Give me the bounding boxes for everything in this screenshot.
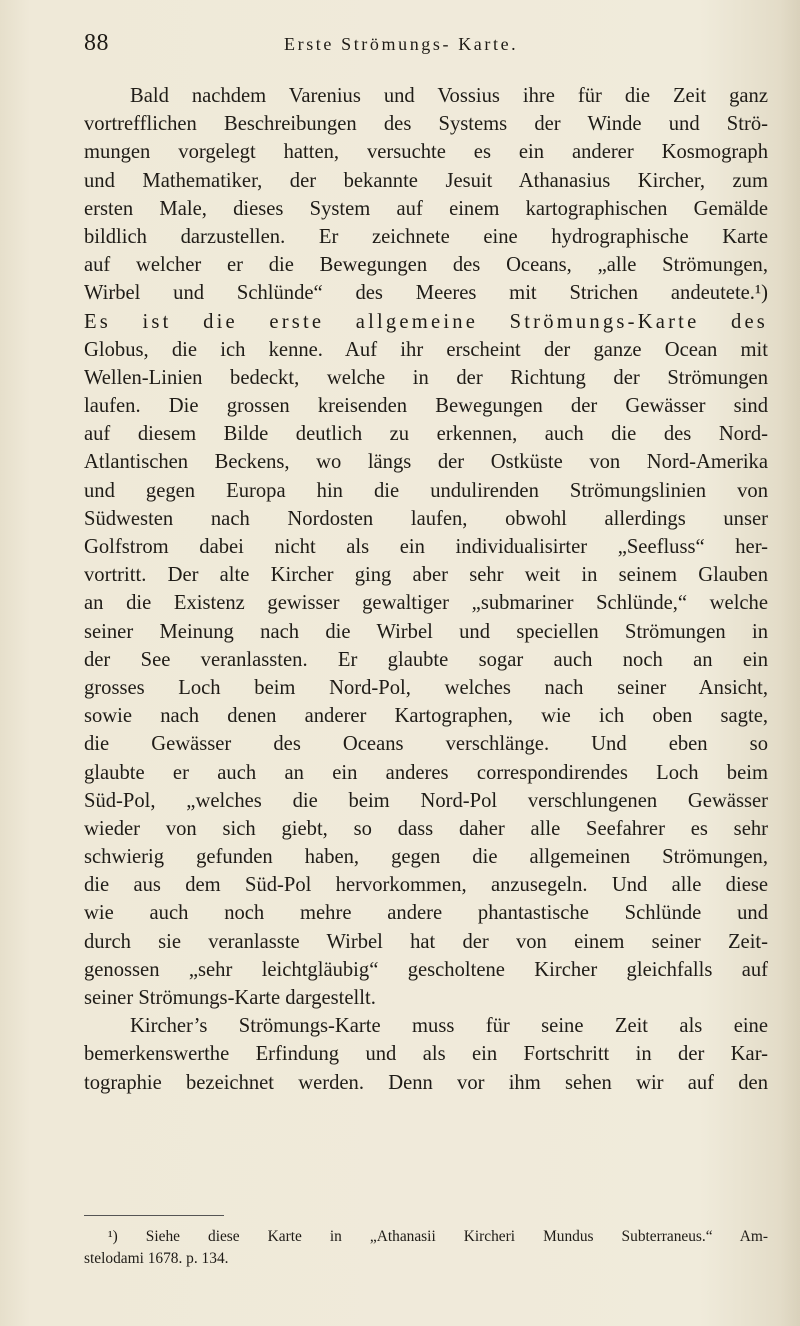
paragraph-1 (84, 82, 768, 1012)
footnote-line: ¹) Siehe diese Karte in „Athanasii Kircheri Mundus Subterraneus.“ Am- (108, 1228, 768, 1245)
text-line: vortrefflichen Beschreibungen des Systems der Winde und Strö- (84, 113, 768, 136)
text-line: Globus, die ich kenne. Auf ihr erscheint der ganze Ocean mit (84, 338, 768, 361)
text-line: mungen vorgelegt hatten, versuchte es ein anderer Kosmograph (84, 141, 768, 164)
text-line: Süd-Pol, „welches die beim Nord-Pol verschlungenen Gewässer (84, 789, 768, 812)
page-header (84, 30, 764, 64)
text-line: schwierig gefunden haben, gegen die allgemeinen Strömungen, (84, 846, 768, 869)
footnote-line: stelodami 1678. p. 134. (84, 1250, 229, 1267)
text-line: tographie bezeichnet werden. Denn vor ihm sehen wir auf den (84, 1071, 768, 1094)
text-line: Wellen-Linien bedeckt, welche in der Richtung der Strömungen (84, 366, 768, 389)
text-line: laufen. Die grossen kreisenden Bewegungen der Gewässer sind (84, 395, 768, 418)
footnotes (84, 1226, 768, 1270)
text-line: ersten Male, dieses System auf einem kartographischen Gemälde (84, 197, 768, 220)
text-line: Kircher’s Strömungs-Karte muss für seine Zeit als eine (130, 1015, 768, 1038)
text-line: bemerkenswerthe Erfindung und als ein Fortschritt in der Kar- (84, 1043, 768, 1066)
text-line: bildlich darzustellen. Er zeichnete eine hydrographische Karte (84, 225, 768, 248)
text-line: Wirbel und Schlünde“ des Meeres mit Strichen andeutete.¹) (84, 282, 768, 305)
text-line: die Gewässer des Oceans verschlänge. Und eben so (84, 733, 768, 756)
text-line: Golfstrom dabei nicht als ein individualisirter „Seefluss“ her- (84, 536, 768, 558)
text-line: seiner Meinung nach die Wirbel und speciellen Strömungen in (84, 620, 768, 643)
text-line: durch sie veranlasste Wirbel hat der von einem seiner Zeit- (84, 930, 768, 953)
page-number: 88 (84, 30, 109, 56)
text-line: Bald nachdem Varenius und Vossius ihre für die Zeit ganz (130, 85, 768, 107)
text-line: wieder von sich giebt, so dass daher alle Seefahrer es sehr (84, 817, 768, 840)
text-line: Südwesten nach Nordosten laufen, obwohl allerdings unser (84, 507, 768, 530)
text-line: und Mathematiker, der bekannte Jesuit Athanasius Kircher, zum (84, 169, 768, 192)
text-line: auf diesem Bilde deutlich zu erkennen, auch die des Nord- (84, 423, 768, 446)
text-line: wie auch noch mehre andere phantastische Schlünde und (84, 902, 768, 925)
text-line: seiner Strömungs-Karte dargestellt. (84, 987, 376, 1009)
text-line: und gegen Europa hin die undulirenden Strömungslinien von (84, 479, 768, 502)
body-text (84, 82, 768, 1097)
text-line: der See veranlassten. Er glaubte sogar auch noch an ein (84, 648, 768, 671)
text-line: auf welcher er die Bewegungen des Oceans, „alle Strömungen, (84, 254, 768, 277)
text-line: vortritt. Der alte Kircher ging aber sehr weit in seinem Glauben (84, 564, 768, 587)
text-line: die aus dem Süd-Pol hervorkommen, anzusegeln. Und alle diese (84, 874, 768, 897)
text-line: sowie nach denen anderer Kartographen, wie ich oben sagte, (84, 705, 768, 728)
text-line: grosses Loch beim Nord-Pol, welches nach seiner Ansicht, (84, 676, 768, 699)
text-line: an die Existenz gewisser gewaltiger „submariner Schlünde,“ welche (84, 592, 768, 615)
text-line-emphasis: Es ist die erste allgemeine Strömungs-Karte des (84, 310, 768, 333)
text-line: glaubte er auch an ein anderes correspondirendes Loch beim (84, 761, 768, 784)
text-line: Atlantischen Beckens, wo längs der Ostküste von Nord-Amerika (84, 451, 768, 474)
text-line: genossen „sehr leichtgläubig“ gescholtene Kircher gleichfalls auf (84, 958, 768, 981)
footnote-divider (84, 1215, 224, 1216)
paragraph-2 (84, 1012, 768, 1097)
running-head: Erste Strömungs- Karte. (284, 34, 519, 54)
